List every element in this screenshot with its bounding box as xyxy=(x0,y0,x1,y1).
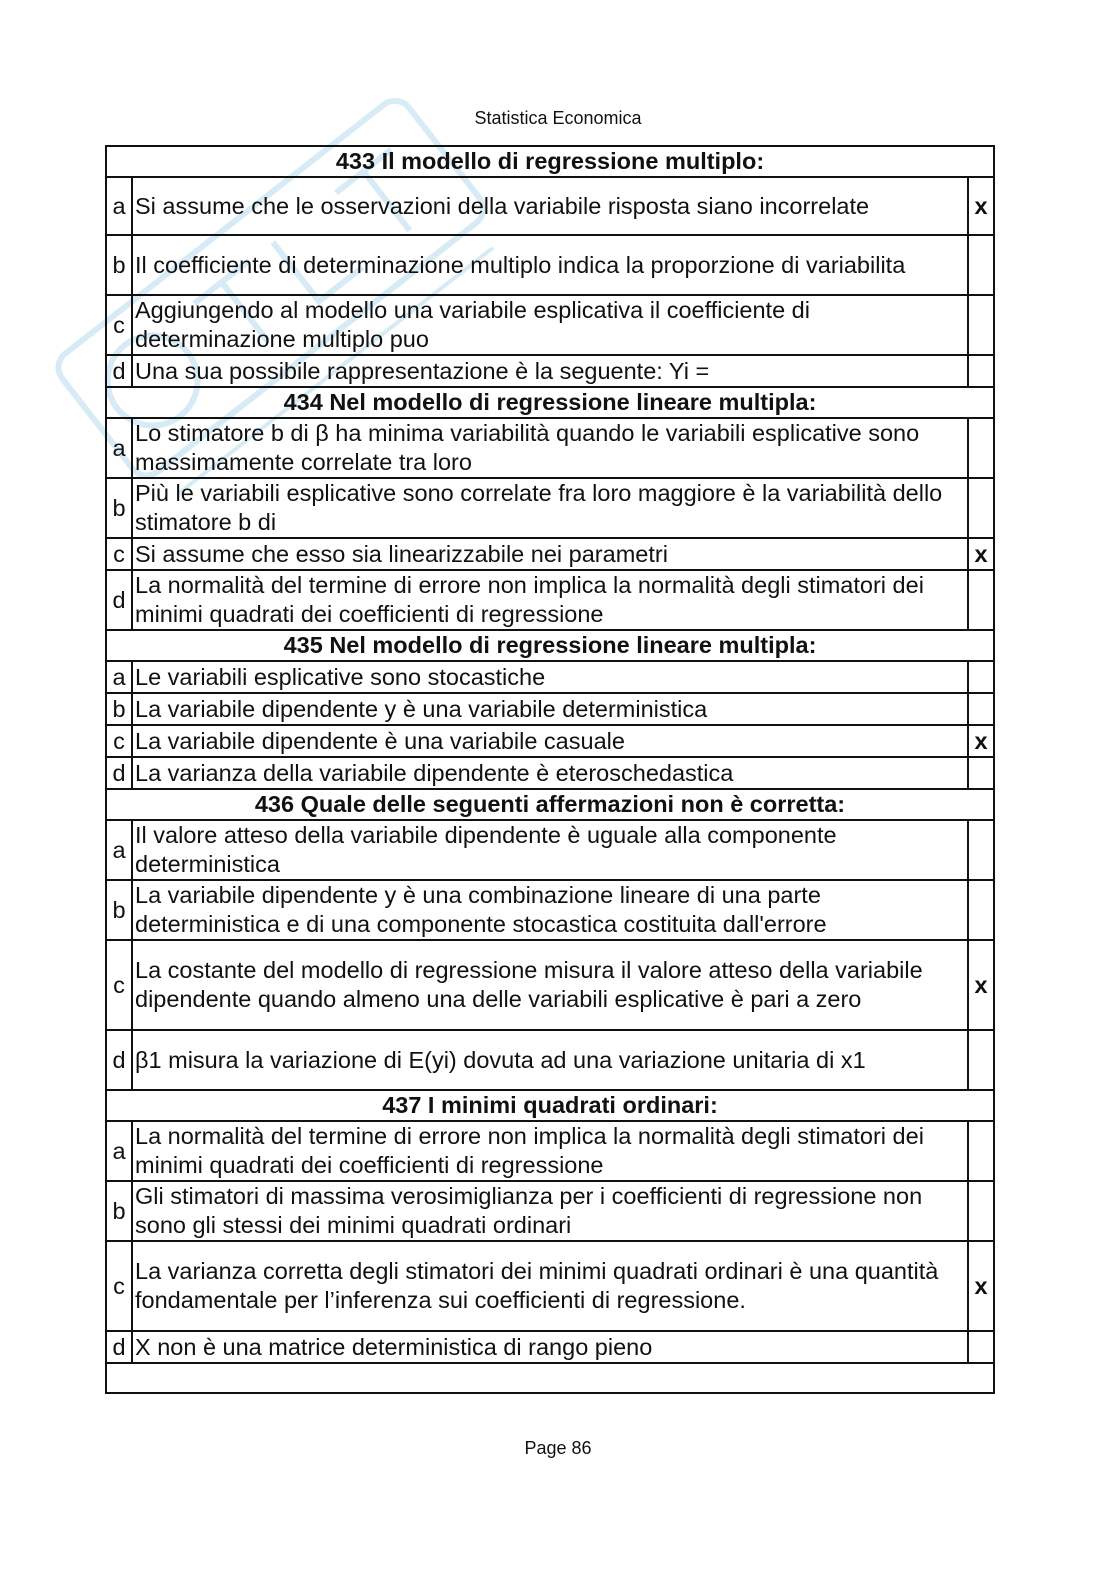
correct-mark: x xyxy=(968,940,994,1030)
option-letter: b xyxy=(106,478,132,538)
option-letter: a xyxy=(106,661,132,693)
option-text: Lo stimatore b di β ha minima variabilità quando le variabili esplicative sono massimamente correlate tra loro xyxy=(132,418,968,478)
question-title: 433 Il modello di regressione multiplo: xyxy=(106,146,994,177)
empty-mark xyxy=(968,757,994,789)
answer-row xyxy=(106,693,994,725)
option-letter: b xyxy=(106,693,132,725)
answer-row xyxy=(106,570,994,630)
answer-row xyxy=(106,1121,994,1181)
option-text: Il coefficiente di determinazione multiplo indica la proporzione di variabilita xyxy=(132,235,968,295)
option-text: Gli stimatori di massima verosimiglianza per i coefficienti di regressione non sono gli stessi dei minimi quadrati ordinari xyxy=(132,1181,968,1241)
answer-row xyxy=(106,1241,994,1331)
quiz-table xyxy=(105,145,995,1394)
answer-row xyxy=(106,418,994,478)
option-text: X non è una matrice deterministica di rango pieno xyxy=(132,1331,968,1363)
option-letter: c xyxy=(106,295,132,355)
option-letter: b xyxy=(106,880,132,940)
question-header xyxy=(106,1090,994,1121)
option-text: β1 misura la variazione di E(yi) dovuta ad una variazione unitaria di x1 xyxy=(132,1030,968,1090)
empty-row xyxy=(106,1363,994,1393)
answer-row xyxy=(106,295,994,355)
option-letter: a xyxy=(106,1121,132,1181)
page-footer: Page 86 xyxy=(524,1438,592,1458)
empty-mark xyxy=(968,693,994,725)
question-header xyxy=(106,146,994,177)
answer-row xyxy=(106,1030,994,1090)
empty-mark xyxy=(968,478,994,538)
answer-row xyxy=(106,880,994,940)
option-letter: b xyxy=(106,1181,132,1241)
answer-row xyxy=(106,1331,994,1363)
option-letter: a xyxy=(106,418,132,478)
answer-row xyxy=(106,1181,994,1241)
correct-mark: x xyxy=(968,177,994,235)
option-letter: c xyxy=(106,1241,132,1331)
option-letter: c xyxy=(106,725,132,757)
answer-row xyxy=(106,478,994,538)
question-header xyxy=(106,630,994,661)
answer-row xyxy=(106,940,994,1030)
answer-row xyxy=(106,820,994,880)
option-text: Il valore atteso della variabile dipendente è uguale alla componente deterministica xyxy=(132,820,968,880)
answer-row xyxy=(106,725,994,757)
empty-mark xyxy=(968,820,994,880)
answer-row xyxy=(106,661,994,693)
option-text: La variabile dipendente y è una combinazione lineare di una parte deterministica e di una componente stocastica costituita dall'errore xyxy=(132,880,968,940)
option-letter: d xyxy=(106,757,132,789)
option-text: Si assume che le osservazioni della variabile risposta siano incorrelate xyxy=(132,177,968,235)
option-text: Le variabili esplicative sono stocastiche xyxy=(132,661,968,693)
page-header: Statistica Economica xyxy=(474,108,642,128)
question-header xyxy=(106,789,994,820)
correct-mark: x xyxy=(968,725,994,757)
question-title: 437 I minimi quadrati ordinari: xyxy=(106,1090,994,1121)
empty-mark xyxy=(968,418,994,478)
option-letter: d xyxy=(106,355,132,387)
empty-mark xyxy=(968,661,994,693)
correct-mark: x xyxy=(968,538,994,570)
option-letter: d xyxy=(106,1030,132,1090)
empty-mark xyxy=(968,355,994,387)
answer-row xyxy=(106,757,994,789)
answer-row xyxy=(106,177,994,235)
question-title: 434 Nel modello di regressione lineare multipla: xyxy=(106,387,994,418)
answer-row xyxy=(106,538,994,570)
empty-mark xyxy=(968,295,994,355)
empty-mark xyxy=(968,1181,994,1241)
question-header xyxy=(106,387,994,418)
option-text: La costante del modello di regressione misura il valore atteso della variabile dipendente quando almeno una delle variabili esplicative è pari a zero xyxy=(132,940,968,1030)
option-text: Una sua possibile rappresentazione è la seguente: Yi = xyxy=(132,355,968,387)
empty-cell xyxy=(106,1363,994,1393)
question-title: 435 Nel modello di regressione lineare multipla: xyxy=(106,630,994,661)
option-text: La varianza corretta degli stimatori dei minimi quadrati ordinari è una quantità fondamentale per l’inferenza sui coefficienti di regressione. xyxy=(132,1241,968,1331)
option-letter: c xyxy=(106,538,132,570)
answer-row xyxy=(106,355,994,387)
empty-mark xyxy=(968,880,994,940)
option-text: La normalità del termine di errore non implica la normalità degli stimatori dei minimi quadrati dei coefficienti di regressione xyxy=(132,1121,968,1181)
correct-mark: x xyxy=(968,1241,994,1331)
empty-mark xyxy=(968,1121,994,1181)
empty-mark xyxy=(968,235,994,295)
option-letter: d xyxy=(106,1331,132,1363)
option-text: Più le variabili esplicative sono correlate fra loro maggiore è la variabilità dello stimatore b di xyxy=(132,478,968,538)
option-letter: a xyxy=(106,820,132,880)
empty-mark xyxy=(968,570,994,630)
option-letter: b xyxy=(106,235,132,295)
empty-mark xyxy=(968,1030,994,1090)
option-letter: c xyxy=(106,940,132,1030)
option-text: La variabile dipendente y è una variabile deterministica xyxy=(132,693,968,725)
empty-mark xyxy=(968,1331,994,1363)
answer-row xyxy=(106,235,994,295)
option-text: La variabile dipendente è una variabile casuale xyxy=(132,725,968,757)
option-text: La varianza della variabile dipendente è eteroschedastica xyxy=(132,757,968,789)
option-text: La normalità del termine di errore non implica la normalità degli stimatori dei minimi quadrati dei coefficienti di regressione xyxy=(132,570,968,630)
question-title: 436 Quale delle seguenti affermazioni non è corretta: xyxy=(106,789,994,820)
option-letter: a xyxy=(106,177,132,235)
option-text: Si assume che esso sia linearizzabile nei parametri xyxy=(132,538,968,570)
option-letter: d xyxy=(106,570,132,630)
option-text: Aggiungendo al modello una variabile esplicativa il coefficiente di determinazione multiplo puo xyxy=(132,295,968,355)
